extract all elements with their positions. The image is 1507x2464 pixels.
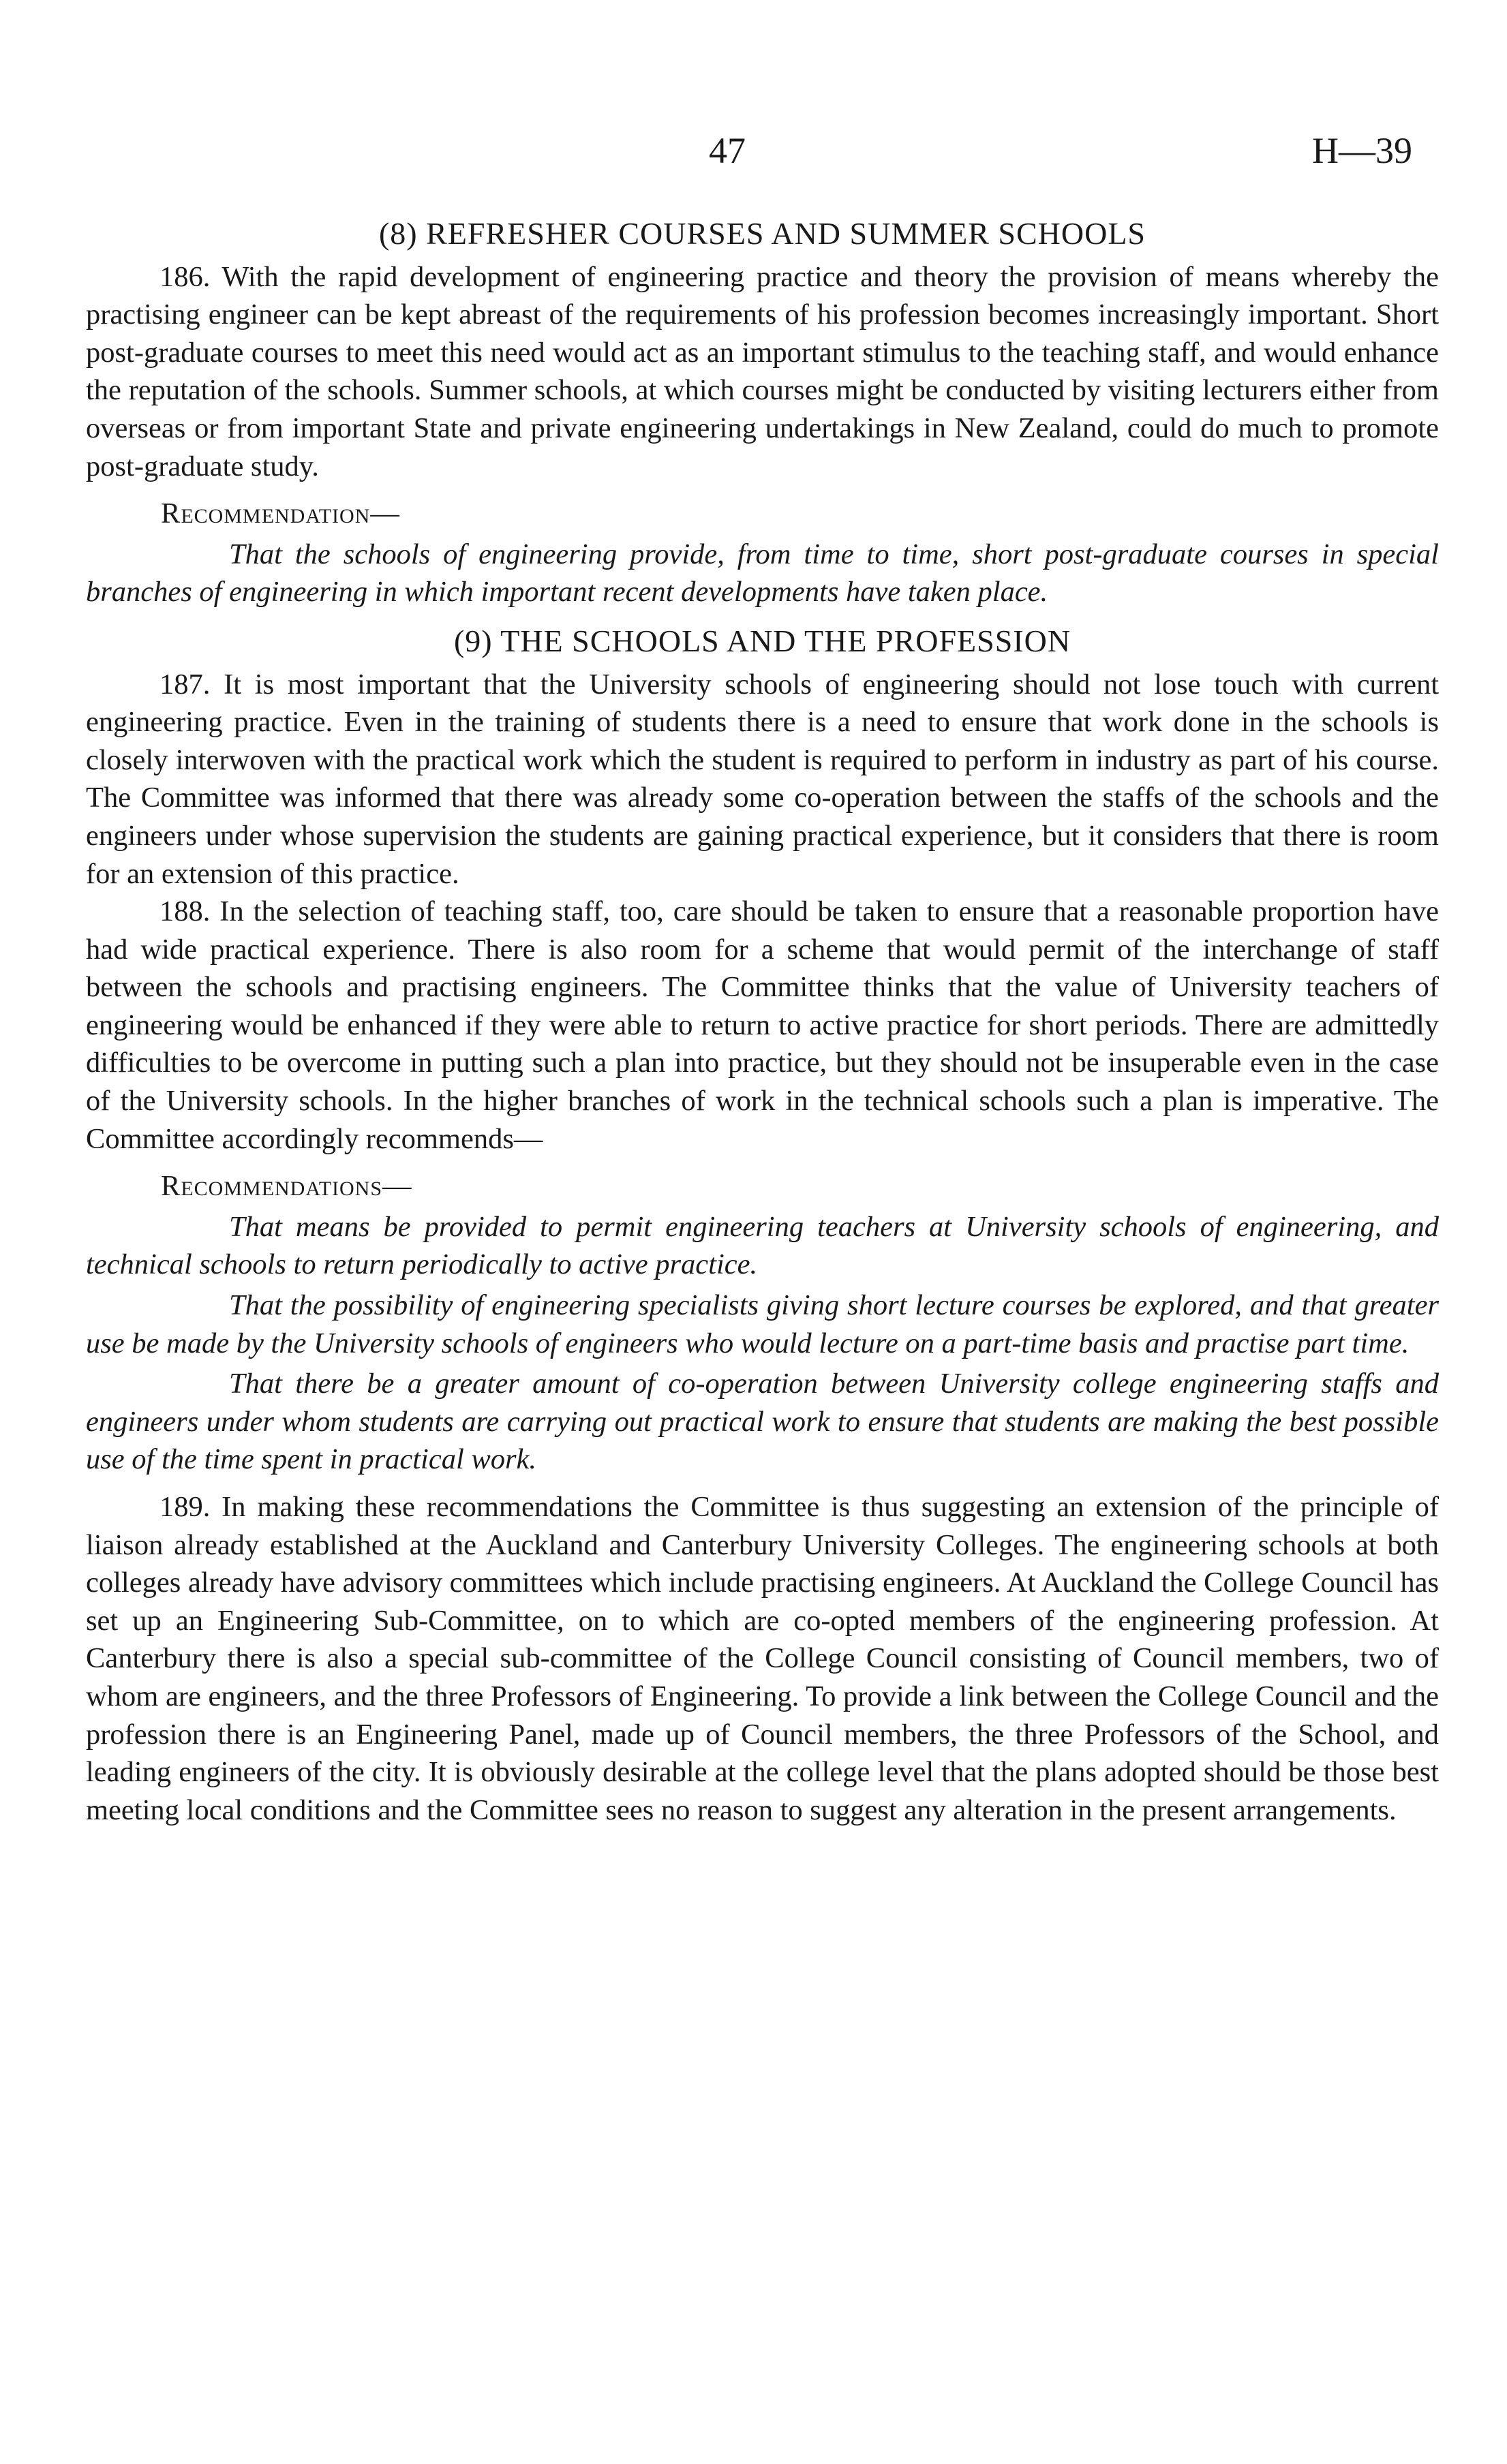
recommendation-1: That means be provided to permit engineering teachers at University schools of engineering, and technical schools to return periodically to active practice. (86, 1210, 1439, 1281)
recommendation-text: That the schools of engineering provide, from time to time, short post-graduate courses in special branches of engineering in which important recent developments have taken place. (86, 538, 1439, 609)
document-reference: H—39 (1312, 130, 1412, 171)
recommendation-3: That there be a greater amount of co-operation between University college engineering staffs and engineers under whom students are carrying out practical work to ensure that students are making the best possible use of the time spent in practical work. (86, 1368, 1439, 1476)
paragraph-187: 187. It is most important that the University schools of engineering should not lose touch with current engineering practice. Even in the training of students there is a need to ensure that work done in the schools is closely interwoven with the practical work which the student is required to perform in industry as part of his course. The Committee was informed that there was already some co-operation between the staffs of the schools and the engineers under whose supervision the students are gaining practical experience, but it considers that there is room for an extension of this practice. (86, 668, 1439, 890)
recommendations-label: Recommendations— (161, 1170, 412, 1203)
page-number: 47 (709, 130, 746, 171)
paragraph-186: 186. With the rapid development of engineering practice and theory the provision of means whereby the practising engineer can be kept abreast of the requirements of his profession becomes increasingly important. Short post-graduate courses to meet this need would act as an important stimulus to the teaching staff, and would enhance the reputation of the schools. Summer schools, at which courses might be conducted by visiting lecturers either from overseas or from important State and private engineering undertakings in New Zealand, could do much to promote post-graduate study. (86, 260, 1439, 482)
page-body (86, 215, 1439, 1829)
section-heading-refresher-courses: (8) REFRESHER COURSES AND SUMMER SCHOOLS (378, 216, 1146, 251)
paragraph-189: 189. In making these recommendations the Committee is thus suggesting an extension of the principle of liaison already established at the Auckland and Canterbury University Colleges. The engineering schools at both colleges already have advisory committees which include practising engineers. At Auckland the College Council has set up an Engineering Sub-Committee, on to which are co-opted members of the engineering profession. At Canterbury there is also a special sub-committee of the College Council consisting of Council members, two of whom are engineers, and the three Professors of Engineering. To provide a link between the College Council and the profession there is an Engineering Panel, made up of Council members, the three Professors of the School, and leading engineers of the city. It is obviously desirable at the college level that the plans adopted should be those best meeting local conditions and the Committee sees no reason to suggest any alteration in the present arrangements. (86, 1491, 1439, 1826)
section-heading-schools-and-profession: (9) THE SCHOOLS AND THE PROFESSION (453, 623, 1071, 658)
recommendation-2: That the possibility of engineering specialists giving short lecture courses be explored, and that greater use be made by the University schools of engineers who would lecture on a part-time basis and practise part time. (86, 1289, 1439, 1359)
paragraph-188: 188. In the selection of teaching staff, too, care should be taken to ensure that a reasonable proportion have had wide practical experience. There is also room for a scheme that would permit of the interchange of staff between the schools and practising engineers. The Committee thinks that the value of University teachers of engineering would be enhanced if they were able to return to active practice for short periods. There are admittedly difficulties to be overcome in putting such a plan into practice, but they should not be insuperable even in the case of the University schools. In the higher branches of work in the technical schools such a plan is imperative. The Committee accordingly recommends— (86, 895, 1439, 1155)
recommendation-label: Recommendation— (161, 497, 400, 530)
